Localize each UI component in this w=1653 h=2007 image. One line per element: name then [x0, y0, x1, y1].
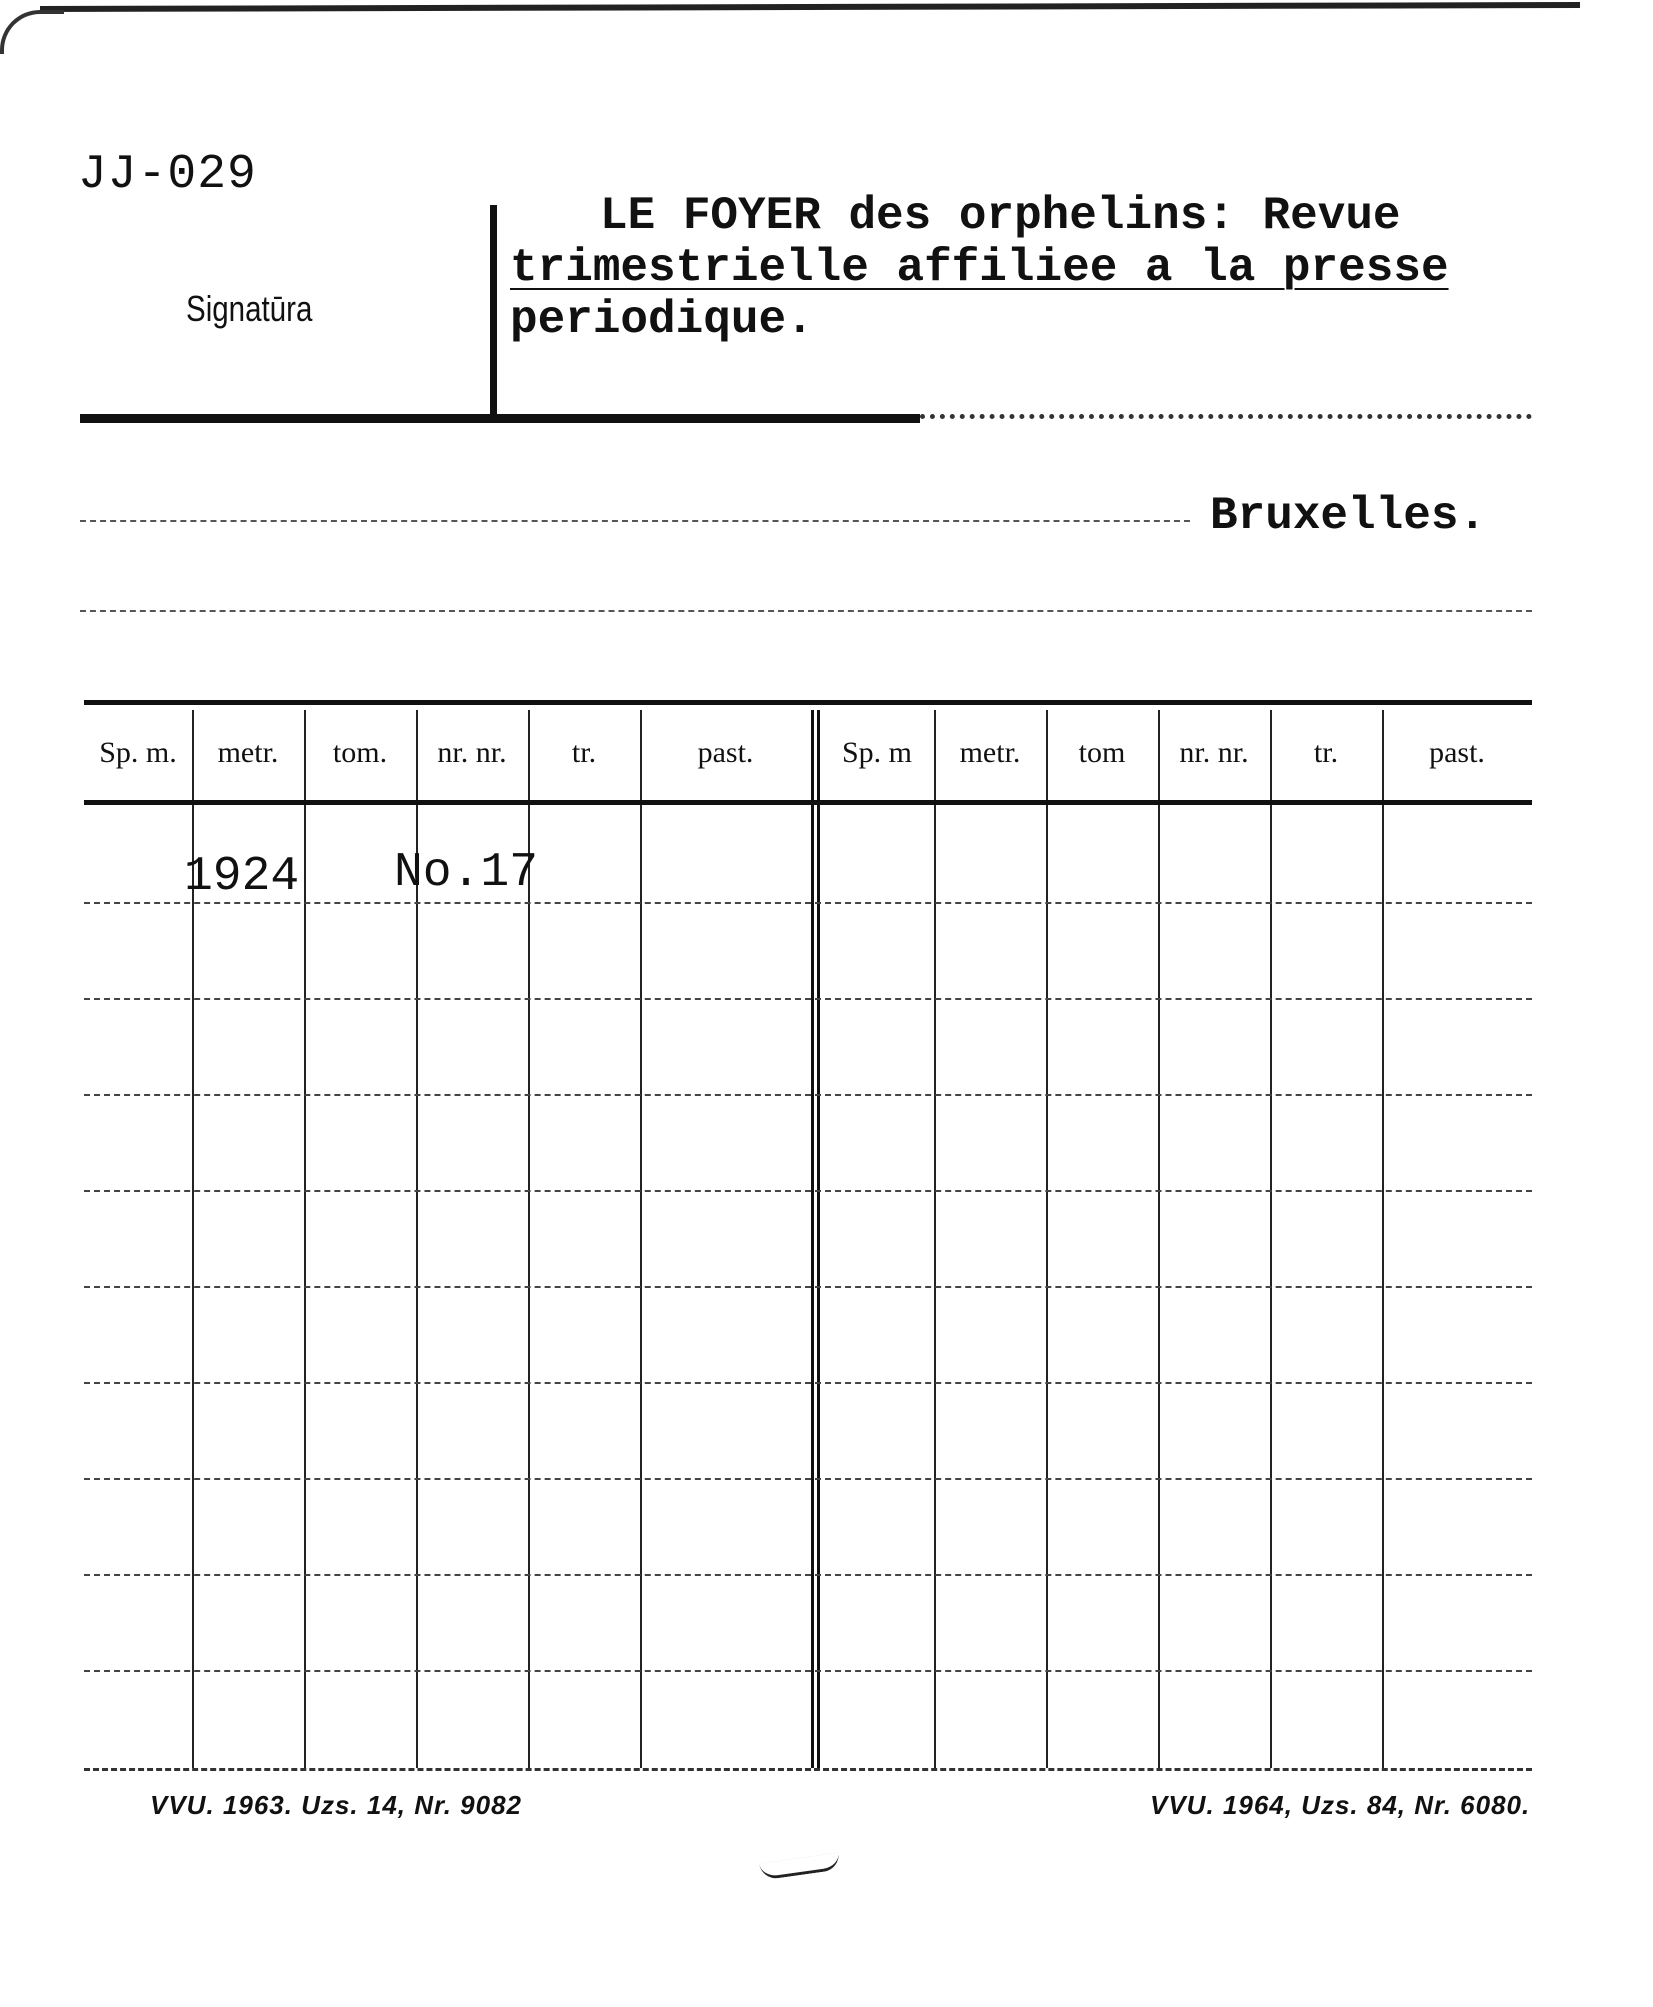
column-separator — [640, 710, 642, 1768]
table-row-line — [84, 1094, 1532, 1096]
header-divider — [490, 205, 497, 417]
registration-stamp-left: VVU. 1963. Uzs. 14, Nr. 9082 — [150, 1790, 522, 1820]
col-header-past-right: past. — [1429, 736, 1485, 769]
header-rule-dotted — [920, 414, 1532, 419]
col-header-metr-right: metr. — [959, 736, 1021, 769]
col-header-nr-nr-right: nr. nr. — [1179, 736, 1249, 769]
column-separator — [1382, 710, 1384, 1768]
table-row-line — [84, 1286, 1532, 1288]
table-row-line — [84, 1574, 1532, 1576]
table-row-line — [84, 1190, 1532, 1192]
card-top-edge — [40, 2, 1580, 12]
col-header-sp-m: Sp. m. — [99, 736, 177, 769]
table-row-line — [84, 902, 1532, 904]
pen-mark — [759, 1853, 841, 1881]
place-line — [80, 520, 1190, 522]
table-top-rule — [84, 700, 1532, 705]
table-center-divider — [811, 710, 820, 1768]
registration-stamp-right: VVU. 1964, Uzs. 84, Nr. 6080. — [1150, 1790, 1531, 1820]
blank-line — [80, 610, 1532, 612]
table-bottom-rule — [84, 1768, 1532, 1771]
entry-number: No.17 — [394, 846, 539, 900]
publication-place: Bruxelles. — [1210, 490, 1487, 542]
col-header-sp-m-right: Sp. m — [841, 736, 913, 769]
signature-code: JJ-029 — [78, 148, 257, 202]
card-corner — [0, 10, 64, 54]
table-row-line — [84, 1478, 1532, 1480]
table-row-line — [84, 1670, 1532, 1672]
col-header-tr-right: tr. — [1313, 736, 1339, 769]
table-row-line — [84, 1382, 1532, 1384]
column-separator — [304, 710, 306, 1768]
column-separator — [934, 710, 936, 1768]
title-line-1: LE FOYER des orphelins: Revue — [600, 190, 1401, 242]
column-separator — [1158, 710, 1160, 1768]
title-line-3: periodique. — [510, 294, 814, 346]
col-header-tom: tom. — [332, 736, 388, 769]
column-separator — [1270, 710, 1272, 1768]
col-header-past: past. — [697, 736, 754, 769]
entry-year: 1924 — [184, 850, 300, 904]
publication-title — [510, 190, 1590, 346]
holdings-table — [84, 700, 1532, 1770]
table-row-line — [84, 998, 1532, 1000]
header-rule — [80, 414, 920, 423]
column-separator — [1046, 710, 1048, 1768]
header-bottom-rule — [84, 800, 1532, 805]
col-header-nr-nr: nr. nr. — [437, 736, 507, 769]
col-header-tr: tr. — [571, 736, 597, 769]
col-header-tom-right: tom — [1078, 736, 1126, 769]
col-header-metr: metr. — [217, 736, 279, 769]
signature-label: Signatūra — [186, 288, 313, 329]
title-line-2: trimestrielle affiliee a la presse — [510, 242, 1449, 294]
